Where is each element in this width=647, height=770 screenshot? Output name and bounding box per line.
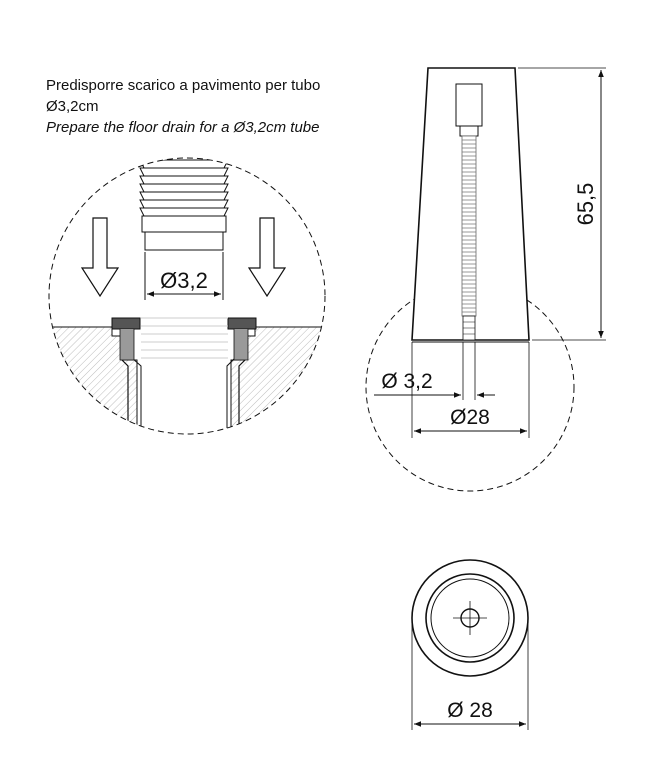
side-view: [366, 68, 606, 491]
gasket-right: [228, 318, 256, 329]
down-arrow-left: [82, 218, 118, 296]
down-arrow-right: [249, 218, 285, 296]
tube-diameter-label: Ø 3,2: [381, 370, 433, 393]
top-fitting: [456, 84, 482, 126]
height-label: 65,5: [573, 182, 598, 226]
corrugated-tube: [140, 160, 228, 250]
note-english: Prepare the floor drain for a Ø3,2cm tube: [46, 119, 320, 136]
top-view: [412, 560, 528, 730]
top-diameter-label: Ø 28: [447, 699, 493, 722]
detail-pipe-diameter-label: Ø3,2: [160, 268, 208, 293]
floor-drain-detail: [40, 158, 340, 440]
base-diameter-label: Ø28: [450, 406, 490, 429]
note-italian: Predisporre scarico a pavimento per tubo Ø3,2cm: [46, 77, 321, 115]
threaded-rod: [462, 136, 476, 340]
gasket-left: [112, 318, 140, 329]
